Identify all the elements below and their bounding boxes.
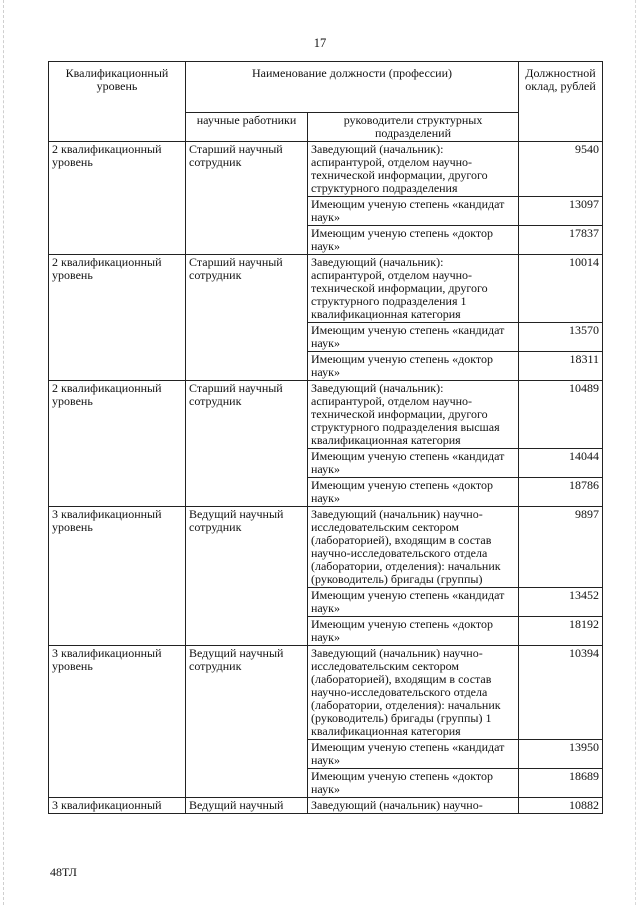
salary-cell: 10882	[519, 798, 603, 814]
qualification-level-cell: 3 квалификационный	[49, 798, 186, 814]
salary-cell: 13950	[519, 740, 603, 769]
salary-cell: 9540	[519, 142, 603, 197]
researcher-position-cell: Ведущий научный сотрудник	[186, 507, 308, 646]
head-position-cell: Заведующий (начальник): аспирантурой, отделом научно-технической информации, другого структурного подразделения высшая квалификационная категория	[308, 381, 519, 449]
head-position-cell: Заведующий (начальник) научно-	[308, 798, 519, 814]
salary-cell: 18786	[519, 478, 603, 507]
qualification-level-cell: 2 квалификационный уровень	[49, 255, 186, 381]
salary-cell: 10489	[519, 381, 603, 449]
header-department-heads: руководители структурных подразделений	[308, 113, 519, 142]
table-row	[49, 381, 603, 449]
researcher-position-cell: Ведущий научный сотрудник	[186, 646, 308, 798]
table-row	[49, 255, 603, 323]
qualification-level-cell: 2 квалификационный уровень	[49, 142, 186, 255]
page-number: 17	[313, 36, 327, 50]
qualification-level-cell: 3 квалификационный уровень	[49, 507, 186, 646]
head-position-cell: Имеющим ученую степень «кандидат наук»	[308, 323, 519, 352]
header-qualification-level: Квалификационный уровень	[49, 62, 186, 142]
salary-cell: 10394	[519, 646, 603, 740]
head-position-cell: Имеющим ученую степень «доктор наук»	[308, 769, 519, 798]
scan-edge-right	[635, 0, 637, 905]
salary-cell: 18192	[519, 617, 603, 646]
researcher-position-cell: Старший научный сотрудник	[186, 381, 308, 507]
salary-cell: 10014	[519, 255, 603, 323]
researcher-position-cell: Старший научный сотрудник	[186, 255, 308, 381]
table-body	[49, 142, 603, 814]
head-position-cell: Заведующий (начальник) научно-исследовательским сектором (лабораторией), входящим в состав научно-исследовательского отдела (лаборатории, отделения): начальник (руководитель) бригады (группы)	[308, 507, 519, 588]
head-position-cell: Имеющим ученую степень «кандидат наук»	[308, 197, 519, 226]
head-position-cell: Заведующий (начальник): аспирантурой, отделом научно-технической информации, другого структурного подразделения 1 квалификационная категория	[308, 255, 519, 323]
table-row	[49, 142, 603, 197]
table-header-row	[49, 62, 603, 113]
salary-cell: 13570	[519, 323, 603, 352]
head-position-cell: Заведующий (начальник) научно-исследовательским сектором (лабораторией), входящим в состав научно-исследовательского отдела (лаборатории, отделения): начальник (руководитель) бригады (группы) 1 квалификационная категория	[308, 646, 519, 740]
salary-table	[48, 61, 603, 814]
table-row	[49, 798, 603, 814]
head-position-cell: Имеющим ученую степень «доктор наук»	[308, 478, 519, 507]
salary-cell: 17837	[519, 226, 603, 255]
head-position-cell: Имеющим ученую степень «доктор наук»	[308, 226, 519, 255]
researcher-position-cell: Старший научный сотрудник	[186, 142, 308, 255]
salary-cell: 18689	[519, 769, 603, 798]
salary-cell: 18311	[519, 352, 603, 381]
header-researchers: научные работники	[186, 113, 308, 142]
head-position-cell: Заведующий (начальник): аспирантурой, отделом научно-технической информации, другого структурного подразделения	[308, 142, 519, 197]
qualification-level-cell: 3 квалификационный уровень	[49, 646, 186, 798]
head-position-cell: Имеющим ученую степень «доктор наук»	[308, 617, 519, 646]
head-position-cell: Имеющим ученую степень «доктор наук»	[308, 352, 519, 381]
salary-cell: 14044	[519, 449, 603, 478]
table-row	[49, 646, 603, 740]
salary-cell: 13097	[519, 197, 603, 226]
qualification-level-cell: 2 квалификационный уровень	[49, 381, 186, 507]
scan-edge-left	[3, 0, 5, 905]
header-salary: Должностной оклад, рублей	[519, 62, 603, 142]
document-code: 48ТЛ	[50, 865, 77, 879]
salary-cell: 9897	[519, 507, 603, 588]
researcher-position-cell: Ведущий научный	[186, 798, 308, 814]
head-position-cell: Имеющим ученую степень «кандидат наук»	[308, 449, 519, 478]
table-row	[49, 507, 603, 588]
salary-cell: 13452	[519, 588, 603, 617]
head-position-cell: Имеющим ученую степень «кандидат наук»	[308, 740, 519, 769]
header-position-name: Наименование должности (профессии)	[186, 62, 519, 113]
head-position-cell: Имеющим ученую степень «кандидат наук»	[308, 588, 519, 617]
